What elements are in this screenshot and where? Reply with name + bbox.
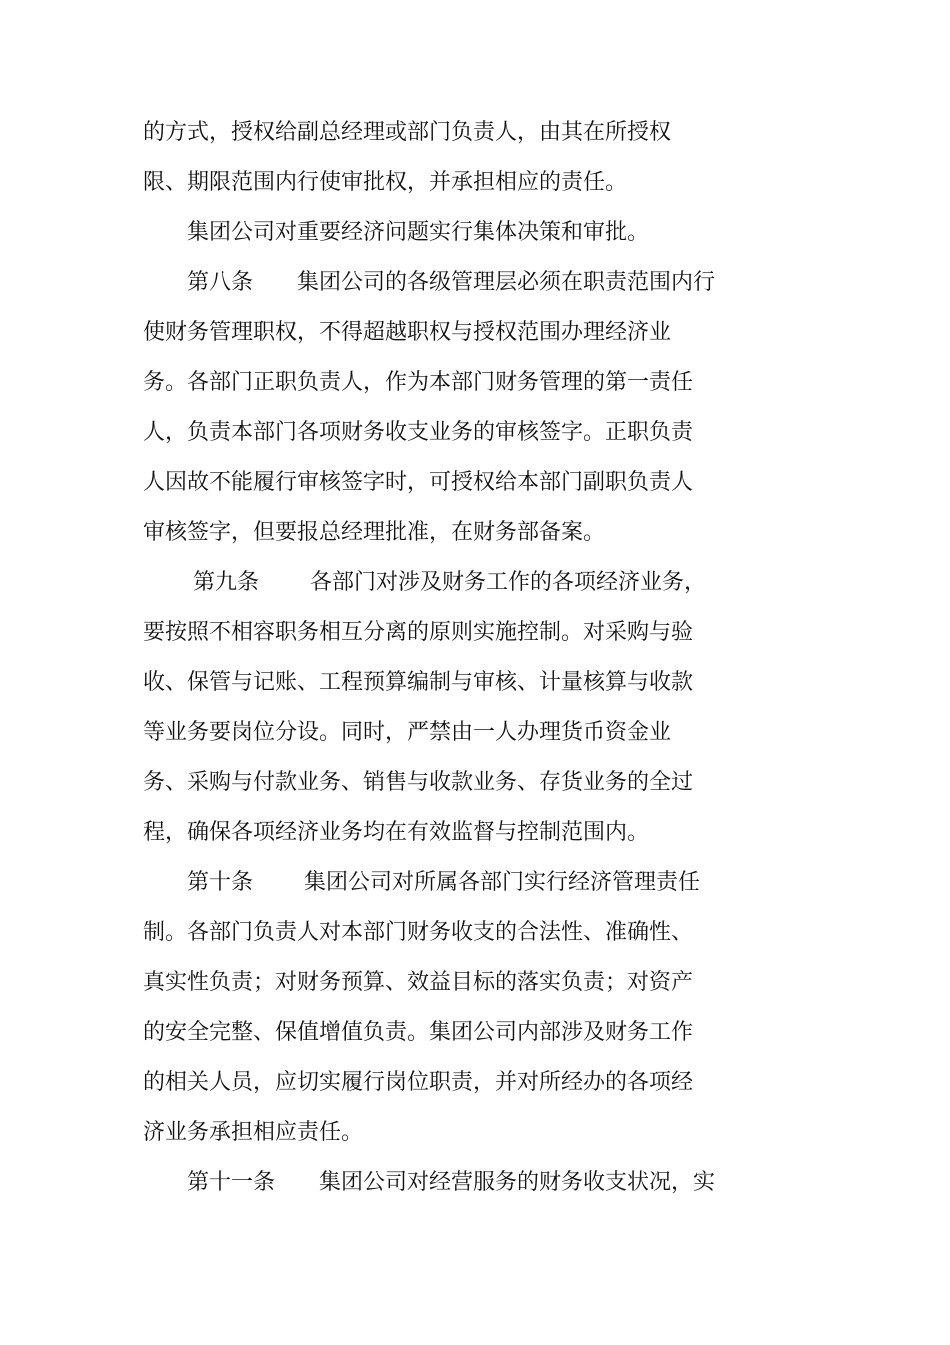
text-line: 的安全完整、保值增值负责。集团公司内部涉及财务工作	[143, 1020, 694, 1045]
text-line: 人，负责本部门各项财务收支业务的审核签字。正职负责	[143, 420, 694, 445]
text-line: 务、采购与付款业务、销售与收款业务、存货业务的全过	[143, 770, 694, 795]
article-heading-line: 第九条 各部门对涉及财务工作的各项经济业务，	[193, 570, 706, 595]
article-heading-line: 第十条 集团公司对所属各部门实行经济管理责任	[187, 870, 700, 895]
text-line: 程，确保各项经济业务均在有效监督与控制范围内。	[143, 820, 650, 845]
text-line: 的方式，授权给副总经理或部门负责人，由其在所授权	[143, 120, 672, 145]
article-heading-line: 第十一条 集团公司对经营服务的财务收支状况，实	[187, 1170, 716, 1195]
text-line: 济业务承担相应责任。	[143, 1120, 364, 1145]
text-line: 集团公司对重要经济问题实行集体决策和审批。	[187, 220, 650, 245]
text-line: 要按照不相容职务相互分离的原则实施控制。对采购与验	[143, 620, 694, 645]
text-line: 限、期限范围内行使审批权，并承担相应的责任。	[143, 170, 628, 195]
text-line: 务。各部门正职负责人，作为本部门财务管理的第一责任	[143, 370, 694, 395]
text-line: 制。各部门负责人对本部门财务收支的合法性、准确性、	[143, 920, 694, 945]
article-heading-line: 第八条 集团公司的各级管理层必须在职责范围内行	[187, 270, 716, 295]
text-line: 收、保管与记账、工程预算编制与审核、计量核算与收款	[143, 670, 694, 695]
text-line: 的相关人员，应切实履行岗位职责，并对所经办的各项经	[143, 1070, 694, 1095]
text-line: 使财务管理职权，不得超越职权与授权范围办理经济业	[143, 320, 672, 345]
text-line: 真实性负责；对财务预算、效益目标的落实负责；对资产	[143, 970, 694, 995]
text-line: 审核签字，但要报总经理批准，在财务部备案。	[143, 520, 606, 545]
text-line: 等业务要岗位分设。同时，严禁由一人办理货币资金业	[143, 720, 672, 745]
text-line: 人因故不能履行审核签字时，可授权给本部门副职负责人	[143, 470, 694, 495]
